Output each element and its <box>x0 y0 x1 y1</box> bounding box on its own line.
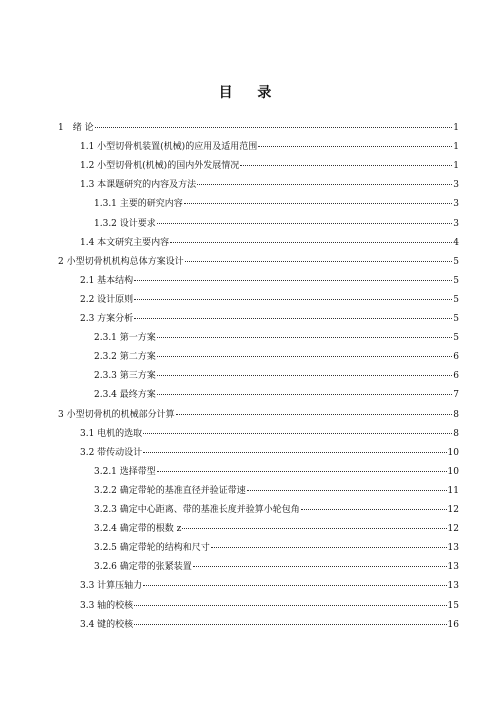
dot-leader <box>143 452 446 453</box>
toc-entry-title: 3.1 电机的选取 <box>80 428 143 439</box>
toc-entry[interactable] <box>94 504 459 516</box>
toc-entry[interactable] <box>80 313 459 325</box>
toc-entry-title: 3.2.5 确定带轮的结构和尺寸 <box>94 543 210 554</box>
toc-entry-title: 3.2.3 确定中心距离、带的基准长度并验算小轮包角 <box>94 505 300 515</box>
toc-entry-page-number: 13 <box>447 543 459 554</box>
toc-entry-page-number: 5 <box>453 275 459 286</box>
toc-entry[interactable] <box>94 218 459 230</box>
dot-leader <box>170 242 452 243</box>
toc-entry-page-number: 5 <box>453 256 459 267</box>
toc-entry-title: 3 小型切骨机的机械部分计算 <box>58 409 175 420</box>
toc-entry-page-number: 5 <box>453 294 459 305</box>
toc-entry-title: 3.2.4 确定带的根数 z <box>94 524 182 535</box>
toc-entry[interactable] <box>94 466 459 478</box>
toc-entry-title: 1.1 小型切骨机装置(机械)的应用及适用范围 <box>80 142 258 153</box>
toc-entry-title: 3.3 轴的校核 <box>80 600 134 611</box>
toc-entry-title: 2 小型切骨机机构总体方案设计 <box>58 256 184 267</box>
dot-leader <box>95 127 453 128</box>
toc-entry-title: 2.3 方案分析 <box>80 314 134 324</box>
dot-leader <box>157 356 453 357</box>
dot-leader <box>184 203 453 204</box>
toc-entry[interactable] <box>80 619 459 631</box>
toc-entry-title: 3.4 键的校核 <box>80 619 134 630</box>
toc-entry-page-number: 8 <box>453 409 459 420</box>
dot-leader <box>134 299 452 300</box>
toc-entry[interactable] <box>80 160 459 172</box>
dot-leader <box>157 375 453 376</box>
toc-entry-title: 1.4 本文研究主要内容 <box>80 237 170 248</box>
toc-entry[interactable] <box>80 580 459 592</box>
dot-leader <box>240 165 452 166</box>
dot-leader <box>157 223 453 224</box>
toc-entry-title: 3.2.1 选择带型 <box>94 466 156 477</box>
toc-entry-page-number: 12 <box>447 524 459 535</box>
toc-entry[interactable] <box>80 428 459 440</box>
toc-entry-title: 2.3.2 第二方案 <box>94 352 156 363</box>
dot-leader <box>176 414 453 415</box>
toc-entry-page-number: 12 <box>447 505 459 515</box>
toc-entry-title: 3.2 带传动设计 <box>80 447 143 458</box>
dot-leader <box>185 261 453 262</box>
toc-entry[interactable] <box>58 256 459 268</box>
toc-entry-page-number: 1 <box>453 123 459 133</box>
toc-entry-title: 1.2 小型切骨机(机械)的国内外发展情况 <box>80 161 240 172</box>
toc-entry-page-number: 10 <box>447 447 459 458</box>
toc-entry[interactable] <box>80 294 459 306</box>
toc-entry-page-number: 13 <box>447 562 459 573</box>
toc-entry[interactable] <box>94 389 459 401</box>
toc-entry[interactable] <box>94 351 459 363</box>
toc-entry-title: 3.2.2 确定带轮的基准直径并验证带速 <box>94 485 246 496</box>
toc-title: 目 录 <box>218 85 282 101</box>
toc-entry-title: 2.1 基本结构 <box>80 275 134 286</box>
toc-entry[interactable] <box>94 485 459 497</box>
toc-entry-page-number: 7 <box>453 390 459 401</box>
toc-entry[interactable] <box>94 561 459 573</box>
toc-entry[interactable] <box>94 523 459 535</box>
toc-entry[interactable] <box>58 409 459 421</box>
toc-entry[interactable] <box>94 198 459 210</box>
toc-entry[interactable] <box>80 600 459 612</box>
toc-entry-title: 3.3 计算压轴力 <box>80 581 143 592</box>
toc-entry-page-number: 8 <box>453 428 459 439</box>
toc-entry[interactable] <box>94 332 459 344</box>
dot-leader <box>134 605 446 606</box>
toc-entry-page-number: 5 <box>453 333 459 344</box>
dot-leader <box>258 146 452 147</box>
toc-entry-page-number: 10 <box>447 466 459 477</box>
dot-leader <box>143 585 446 586</box>
dot-leader <box>134 280 452 281</box>
toc-entry-page-number: 1 <box>453 142 459 153</box>
dot-leader <box>134 624 446 625</box>
toc-entry[interactable] <box>80 237 459 249</box>
toc-entry-title: 2.3.4 最终方案 <box>94 390 156 401</box>
toc-entry-page-number: 1 <box>453 161 459 172</box>
toc-entry-page-number: 13 <box>447 581 459 592</box>
toc-entry-page-number: 5 <box>453 314 459 324</box>
dot-leader <box>247 490 447 491</box>
toc-entry-page-number: 11 <box>447 485 459 496</box>
toc-entry-title: 2.3.1 第一方案 <box>94 333 156 344</box>
toc-entry-page-number: 6 <box>453 352 459 363</box>
toc-entry[interactable] <box>80 447 459 459</box>
toc-entry-title: 1.3.2 设计要求 <box>94 218 156 229</box>
dot-leader <box>182 528 446 529</box>
dot-leader <box>211 547 447 548</box>
dot-leader <box>143 433 452 434</box>
toc-entry-title: 1.3.1 主要的研究内容 <box>94 199 183 210</box>
toc-entry-page-number: 3 <box>453 218 459 229</box>
dot-leader <box>157 471 447 472</box>
toc-entry[interactable] <box>80 141 459 153</box>
dot-leader <box>134 318 452 319</box>
toc-entry[interactable] <box>58 122 459 134</box>
dot-leader <box>197 184 452 185</box>
toc-entry-page-number: 6 <box>453 371 459 382</box>
toc-entry-page-number: 16 <box>447 619 459 630</box>
toc-entry-title: 1 绪 论 <box>58 123 94 133</box>
toc-entry[interactable] <box>80 275 459 287</box>
toc-entry-page-number: 3 <box>453 199 459 210</box>
dot-leader <box>157 337 453 338</box>
dot-leader <box>193 566 447 567</box>
toc-entry[interactable] <box>80 179 459 191</box>
toc-entry-page-number: 4 <box>453 237 459 248</box>
toc-entry-page-number: 15 <box>447 600 459 611</box>
toc-entry-page-number: 3 <box>453 180 459 191</box>
dot-leader <box>301 509 447 510</box>
toc-entry-title: 3.2.6 确定带的张紧装置 <box>94 562 192 573</box>
toc-entry[interactable] <box>94 542 459 554</box>
toc-entry-title: 2.3.3 第三方案 <box>94 371 156 382</box>
toc-entry[interactable] <box>94 370 459 382</box>
dot-leader <box>157 394 453 395</box>
toc-entry-title: 2.2 设计原则 <box>80 294 134 305</box>
toc-entry-title: 1.3 本课题研究的内容及方法 <box>80 180 197 191</box>
